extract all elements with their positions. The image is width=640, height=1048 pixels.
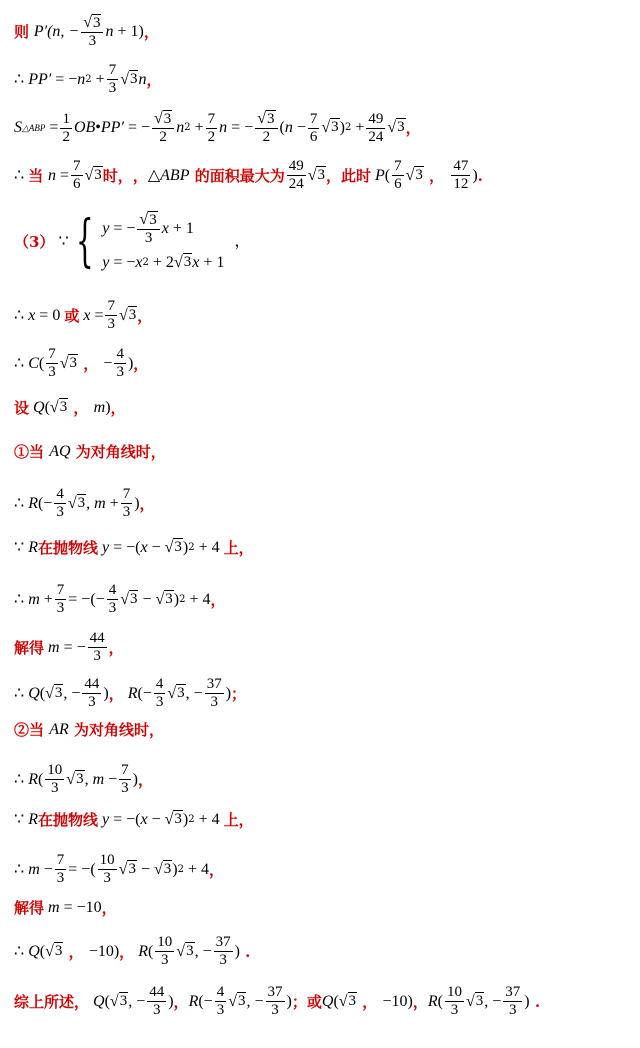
line-4-tail: . (477, 166, 483, 185)
line-13-lead: 解得 (14, 638, 45, 657)
line-2: ∴ PP′ = − n 2 + $\frac{7}{3}$ √ 3 n ， (14, 62, 162, 96)
line-13: 解得 m = − $\frac{44}{3}$ ， (14, 630, 124, 664)
line-14: ∴ Q ( √ 3 , − $\frac{44}{3}$ ) ， R (− $\frac{4}{3}$ √ 3 , − $\frac{37}{3}$ ) ； (14, 676, 247, 710)
line-19: 解得 m = −10 ， (14, 899, 117, 917)
line-12: ∴ m + $\frac{7}{3}$ = −(− $\frac{4}{3}$ √ 3 − √ 3 ) 2 + 4 ， (14, 582, 226, 616)
line-11-red: 在抛物线 (37, 539, 98, 557)
or-word: 或 (64, 306, 80, 325)
line-17-tail: 上， (223, 811, 254, 829)
line-17: ∵ R 在抛物线 y = −( x − √ 3 ) 2 + 4 上， (14, 811, 254, 829)
fraction: √ 3 3 (81, 14, 103, 50)
line-20: ∴ Q ( √ 3 ， −10) ， R ( $\frac{10}{3}$ √ 3 , − $\frac{37}{3}$ ) . (14, 934, 251, 968)
line-8-lead: 设 (14, 399, 30, 417)
line-4-mid1: 时， (102, 166, 133, 185)
line-1: 则 P′(n, − √ 3 3 n + 1) ， (14, 14, 159, 49)
line-18: ∴ m − $\frac{7}{3}$ = −( $\frac{10}{3}$ √ 3 − √ 3 ) 2 + 4 ， (14, 852, 224, 886)
line-6: ∴ x = 0 或 x = $\frac{7}{3}$ √ 3 ， (14, 298, 153, 332)
line-8: 设 Q ( √ 3 ， m ) ， (14, 399, 126, 417)
line-7: ∴ C ( $\frac{7}{3}$ √ 3 ， − $\frac{4}{3}$ ) ， (14, 346, 149, 380)
line-5: （3） ∵ { y = − √ 3 3 x + 1 y = − x 2 + 2 √ 3 x + 1 ， (14, 209, 251, 274)
line-4: ∴ 当 n = $\frac{7}{6}$ √ 3 时， ， △ ABP 的面积最大为 $\frac{49}{24}$ √ 3 ，此时 P ( $\frac{7}{6}$ √ 3 ， $\frac{47}{12}$ ) . (14, 158, 483, 192)
line-10: ∴ R (− $\frac{4}{3}$ √ 3 , m + $\frac{7}{3}$ ) ， (14, 486, 155, 520)
line-11: ∵ R 在抛物线 y = −( x − √ 3 ) 2 + 4 上， (14, 539, 254, 557)
line-4-mid3: ，此时 (325, 166, 371, 185)
line-16: ∴ R ( $\frac{10}{3}$ √ 3 , m − $\frac{7}{3}$ ) ， (14, 762, 154, 796)
line-1-lead: 则 (14, 23, 30, 41)
line-17-red: 在抛物线 (37, 811, 98, 829)
line-19-lead: 解得 (14, 899, 45, 917)
line-15: ②当 AR 为对角线时， (14, 721, 165, 739)
brace: { (75, 209, 94, 274)
line-21: 综上所述， Q ( √ 3 , − $\frac{44}{3}$ ) ， R (− $\frac{4}{3}$ √ 3 , − $\frac{37}{3}$ ) ； 或 Q ( √ 3 ， −10) ， R ( $\frac{10}{3}$ √ 3 , − $\frac{37}{3}$ ) . (14, 984, 541, 1018)
line-21-lead: 综上所述， (14, 992, 90, 1011)
line-9: ①当 AQ 为对角线时， (14, 443, 166, 461)
part-3-label: （3） (14, 233, 55, 251)
line-3: S △ABP = $\frac{1}{2}$ OB • PP′ = − √ 3 2 n 2 + $\frac{7}{2}$ n = − √ 3 2 ( n − $\frac{7}{6}$ √ 3 ) 2 + $\frac{49}{24}$ √ 3 ， (14, 110, 421, 145)
line-21-or: 或 (306, 992, 322, 1011)
line-11-tail: 上， (223, 539, 254, 557)
